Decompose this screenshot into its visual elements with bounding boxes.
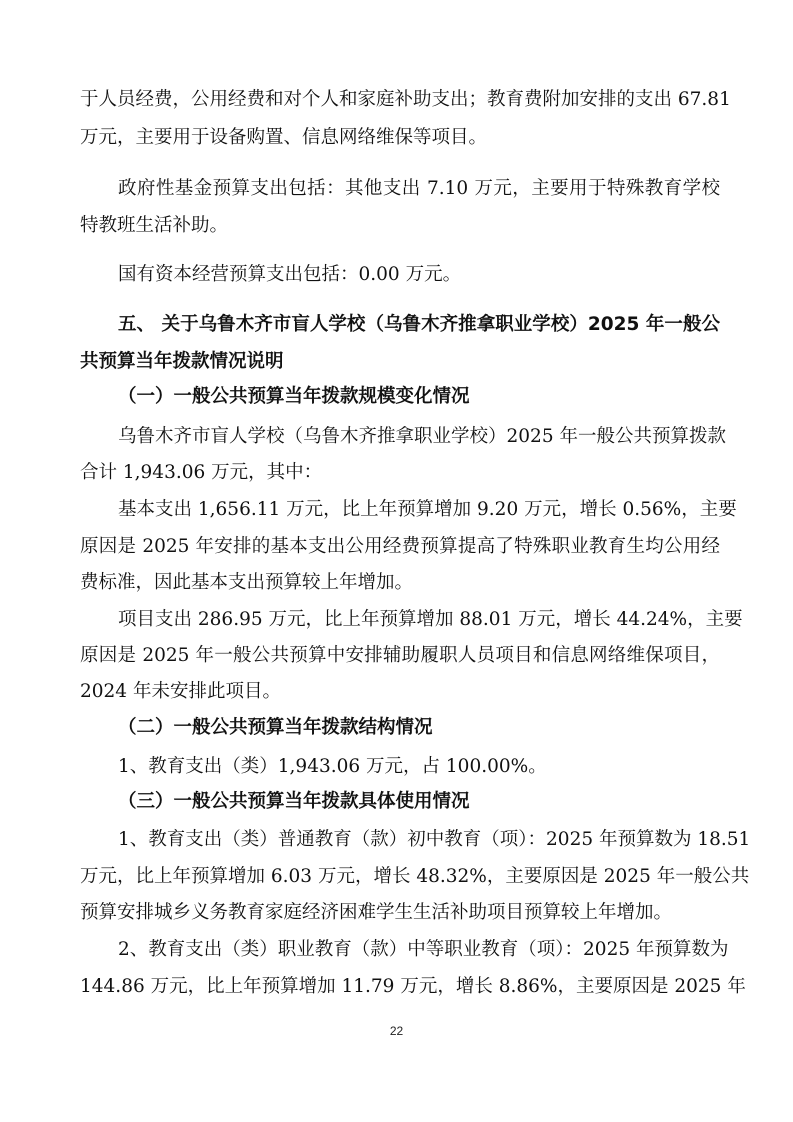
subsection-heading: （一）一般公共预算当年拨款规模变化情况 (118, 386, 470, 407)
paragraph-line: 政府性基金预算支出包括：其他支出 7.10 万元，主要用于特殊教育学校 (118, 178, 720, 199)
subsection-heading: （三）一般公共预算当年拨款具体使用情况 (118, 791, 470, 812)
paragraph-line: 乌鲁木齐市盲人学校（乌鲁木齐推拿职业学校）2025 年一般公共预算拨款 (118, 426, 726, 447)
paragraph-line: 基本支出 1,656.11 万元，比上年预算增加 9.20 万元，增长 0.56%，主要 (118, 499, 737, 520)
paragraph-line: 原因是 2025 年一般公共预算中安排辅助履职人员项目和信息网络维保项目， (80, 645, 720, 666)
paragraph-line: 预算安排城乡义务教育家庭经济困难学生生活补助项目预算较上年增加。 (80, 902, 673, 923)
paragraph-line: 万元，主要用于设备购置、信息网络维保等项目。 (80, 127, 488, 148)
paragraph-line: 万元，比上年预算增加 6.03 万元，增长 48.32%，主要原因是 2025 年一般公共 (80, 866, 750, 887)
paragraph-line: 原因是 2025 年安排的基本支出公用经费预算提高了特殊职业教育生均公用经 (80, 536, 720, 557)
paragraph-line: 144.86 万元，比上年预算增加 11.79 万元，增长 8.86%，主要原因是 2025 年 (80, 976, 746, 997)
section-heading: 共预算当年拨款情况说明 (80, 351, 284, 372)
section-heading: 五、 关于乌鲁木齐市盲人学校（乌鲁木齐推拿职业学校）2025 年一般公 (118, 314, 720, 335)
page-number: 22 (389, 1024, 404, 1038)
paragraph-line: 特教班生活补助。 (80, 215, 229, 236)
paragraph-line: 项目支出 286.95 万元，比上年预算增加 88.01 万元，增长 44.24%，主要 (118, 609, 743, 630)
paragraph-line: 2024 年未安排此项目。 (80, 681, 281, 702)
paragraph-line: 国有资本经营预算支出包括：0.00 万元。 (118, 264, 462, 285)
paragraph-line: 2、教育支出（类）职业教育（款）中等职业教育（项）：2025 年预算数为 (118, 939, 729, 960)
paragraph-line: 1、教育支出（类）普通教育（款）初中教育（项）：2025 年预算数为 18.51 (118, 829, 751, 850)
paragraph-line: 合计 1,943.06 万元，其中： (80, 462, 323, 483)
paragraph-line: 费标准，因此基本支出预算较上年增加。 (80, 572, 414, 593)
subsection-heading: （二）一般公共预算当年拨款结构情况 (118, 717, 433, 738)
paragraph-line: 1、教育支出（类）1,943.06 万元，占 100.00%。 (118, 756, 547, 777)
paragraph-line: 于人员经费，公用经费和对个人和家庭补助支出；教育费附加安排的支出 67.81 (80, 89, 731, 110)
